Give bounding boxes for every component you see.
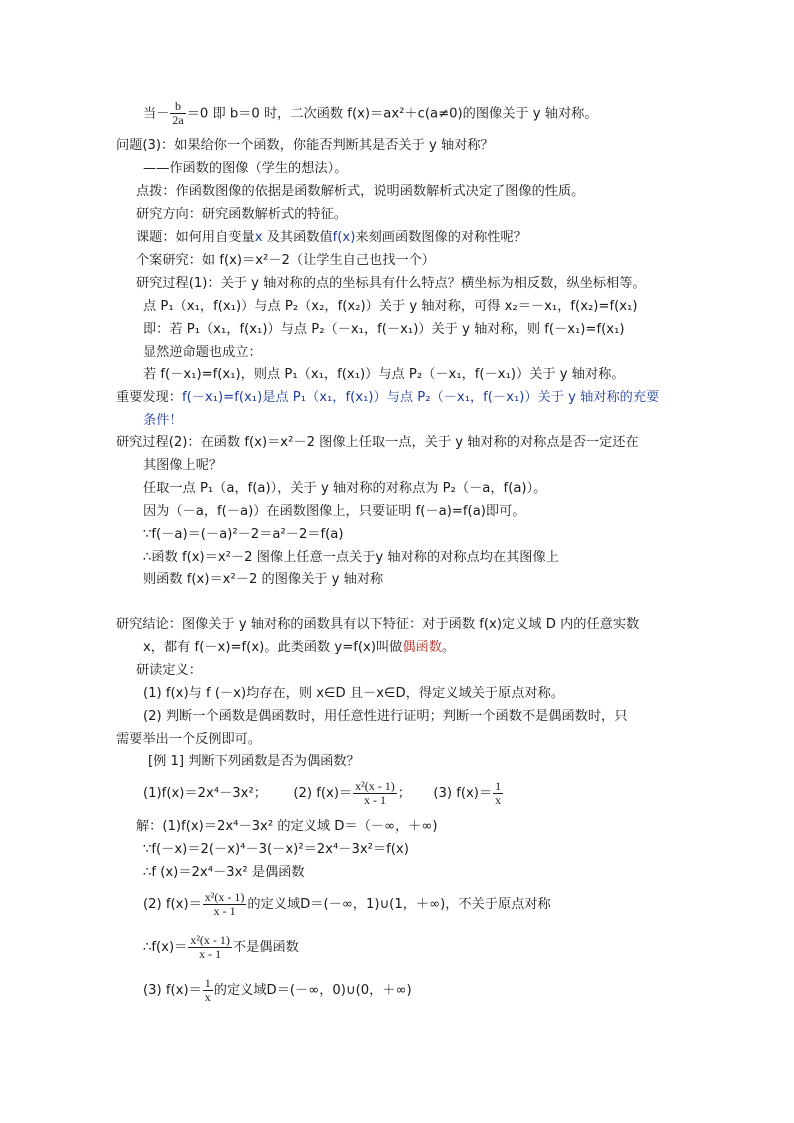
line-32: ∴f (x)＝2x⁴－3x² 是偶函数: [143, 865, 305, 880]
line-19: ∵f(－a)＝(－a)²－2＝a²－2＝f(a): [143, 527, 344, 542]
text: (2) f(x)＝: [143, 897, 202, 912]
line-17: 任取一点 P₁（a，f(a)），关于 y 轴对称的对称点为 P₂（－a，f(a)）。: [143, 481, 547, 496]
text-x: x: [254, 230, 263, 245]
line-1: [143, 100, 598, 127]
text: 当－: [143, 106, 170, 122]
text: ＝0 即 b＝0 时，二次函数 f(x)＝ax²＋c(a≠0)的图像关于 y 轴对称。: [186, 106, 598, 122]
line-31: ∵f(－x)＝2(－x)⁴－3(－x)²＝2x⁴－3x²＝f(x): [143, 842, 409, 857]
item-2: (2) f(x)＝: [293, 786, 353, 801]
text-highlight: f(－x₁)=f(x₁)是点 P₁（x₁，f(x₁)）与点 P₂（－x₁，f(－x₁)）关于 y 轴对称的充要: [181, 390, 660, 405]
line-24: 研读定义：: [136, 663, 202, 678]
fraction-denominator: x - 1: [363, 792, 386, 807]
line-10: 即：若 P₁（x₁，f(x₁)）与点 P₂（－x₁，f(－x₁)）关于 y 轴对称，则 f(－x₁)=f(x₁): [143, 322, 625, 337]
term-even-function: 偶函数: [402, 640, 442, 655]
line-4: 点拨：作函数图像的依据是函数解析式，说明函数解析式决定了图像的性质。: [136, 184, 585, 199]
text: ；: [397, 786, 411, 801]
example-1-title: [例 1] 判断下列函数是否为偶函数？: [148, 754, 360, 769]
text: 及其函数值: [262, 230, 333, 245]
line-21: 则函数 f(x)＝x²－2 的图像关于 y 轴对称: [143, 572, 384, 587]
fraction-denominator: x: [495, 792, 502, 807]
important-finding: [116, 389, 659, 407]
line-18: 因为（－a，f(－a)）在函数图像上，只要证明 f(－a)=f(a)即可。: [143, 504, 526, 519]
line-26: (2) 判断一个函数是偶函数时，用任意性进行证明；判断一个函数不是偶函数时，只: [143, 709, 628, 724]
item-3: (3) f(x)＝: [433, 786, 493, 801]
fraction: [203, 977, 213, 1004]
line-15: 研究过程(2)：在函数 f(x)＝x²－2 图像上任取一点，关于 y 轴对称的对称点是否一定还在: [116, 435, 639, 450]
line-5: 研究方向：研究函数解析式的特征。: [136, 207, 347, 222]
fraction-numerator: 1: [204, 975, 211, 990]
line-14: 条件！: [143, 413, 183, 428]
line-11: 显然逆命题也成立：: [143, 345, 262, 360]
fraction-numerator: x²(x - 1): [190, 932, 230, 947]
fraction: [493, 780, 503, 807]
text: x，都有 f(－x)=f(x)。此类函数 y=f(x)叫做: [143, 640, 403, 655]
example-1-items: [143, 777, 504, 811]
question-3: 问题(3)：如果给你一个函数，你能否判断其是否关于 y 轴对称？: [116, 138, 494, 153]
text: 课题：如何用自变量: [136, 230, 255, 245]
line-25: (1) f(x)与 f (－x)均存在，则 x∈D 且－x∈D，得定义域关于原点对称。: [143, 686, 564, 701]
fraction-numerator: 1: [495, 778, 502, 793]
research-conclusion: 研究结论：图像关于 y 轴对称的函数具有以下特征：对于函数 f(x)定义域 D 内的任意实数: [116, 617, 640, 632]
text: 。: [441, 640, 456, 655]
fraction-numerator: x²(x - 1): [204, 889, 245, 904]
line-12: 若 f(－x₁)=f(x₁)，则点 P₁（x₁，f(x₁)）与点 P₂（－x₁，f(－x₁)）关于 y 轴对称。: [143, 367, 625, 382]
fraction-denominator: x - 1: [199, 946, 222, 961]
line-9: 点 P₁（x₁，f(x₁)）与点 P₂（x₂，f(x₂)）关于 y 轴对称，可得 x₂＝－x₁，f(x₂)=f(x₁): [143, 299, 638, 314]
line-8: 研究过程(1)：关于 y 轴对称的点的坐标具有什么特点？横坐标为相反数，纵坐标相等。: [136, 276, 646, 291]
fraction-numerator: b: [170, 100, 185, 114]
solution-3: [143, 974, 412, 1008]
fraction-denominator: x - 1: [213, 903, 236, 918]
line-23: [143, 639, 455, 657]
fraction: [353, 780, 397, 807]
fraction: [188, 934, 232, 961]
solution-2: [143, 888, 551, 922]
text: 不是偶函数: [232, 940, 299, 955]
text: 重要发现：: [116, 390, 182, 405]
line-3: ——作函数的图像（学生的想法）。: [143, 161, 348, 176]
solution-1: 解：(1)f(x)＝2x⁴－3x² 的定义域 D＝（－∞，＋∞): [136, 819, 438, 834]
fraction-b-over-2a: [170, 100, 185, 127]
line-20: ∴函数 f(x)＝x²－2 图像上任意一点关于y 轴对称的对称点均在其图像上: [143, 550, 559, 565]
line-16: 其图像上呢？: [143, 458, 223, 473]
fraction-numerator: x²(x - 1): [355, 778, 395, 793]
fraction-denominator: x: [204, 989, 211, 1004]
text: 的定义域D＝(－∞，1)∪(1，＋∞)，不关于原点对称: [247, 897, 551, 912]
fraction-denominator: 2a: [172, 113, 184, 127]
topic-line: [136, 229, 527, 247]
solution-2-conclusion: [143, 931, 299, 965]
text: (3) f(x)＝: [143, 983, 202, 998]
text-fx: f(x): [332, 230, 356, 245]
line-7: 个案研究：如 f(x)＝x²－2（让学生自己也找一个）: [136, 253, 435, 268]
text: 的定义域D＝(－∞，0)∪(0，＋∞): [213, 983, 412, 998]
text: 来刻画函数图像的对称性呢？: [355, 230, 527, 245]
line-27: 需要举出一个反例即可。: [116, 732, 262, 747]
item-1: (1)f(x)＝2x⁴－3x²；: [143, 786, 267, 801]
text: ∴f(x)＝: [143, 940, 188, 955]
fraction: [203, 891, 247, 918]
